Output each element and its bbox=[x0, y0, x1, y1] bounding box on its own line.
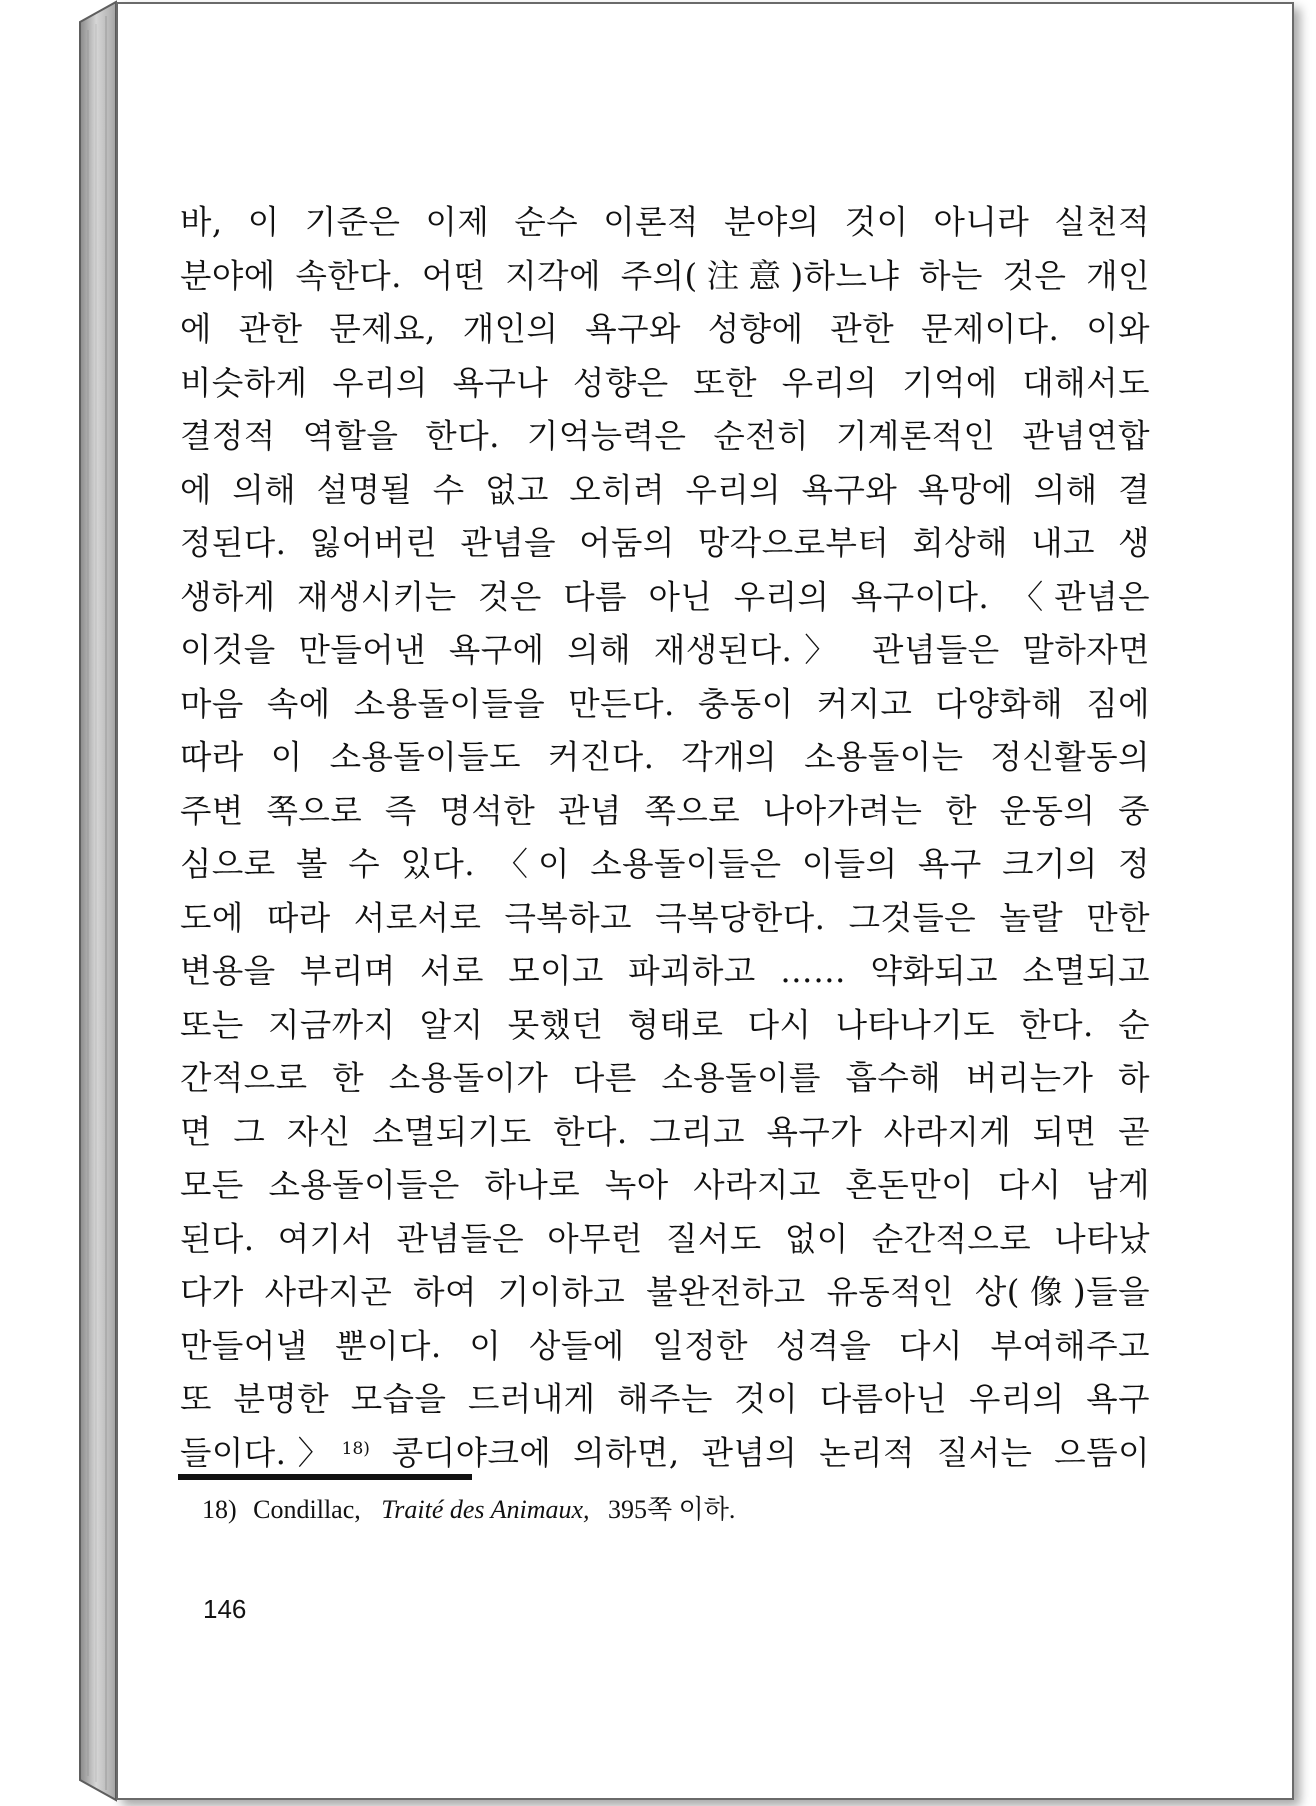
text-line: 바, 이 기준은 이제 순수 이론적 분야의 것이 아니라 실천적 bbox=[180, 203, 1150, 241]
text-line: 주변 쪽으로 즉 명석한 관념 쪽으로 나아가려는 한 운동의 중 bbox=[180, 791, 1150, 830]
footnote-reference[interactable]: 18) bbox=[341, 1438, 370, 1459]
text-line: 또는 지금까지 알지 못했던 형태로 다시 나타나기도 한다. 순 bbox=[180, 1005, 1150, 1044]
text-line bbox=[180, 1427, 1150, 1481]
text-line: 된다. 여기서 관념들은 아무런 질서도 없이 순간적으로 나타났 bbox=[180, 1219, 1150, 1258]
text-line: 다가 사라지곤 하여 기이하고 불완전하고 유동적인 상(像)들을 bbox=[180, 1273, 1150, 1311]
footnote-18 bbox=[202, 1492, 1102, 1528]
text-line: 비슷하게 우리의 욕구나 성향은 또한 우리의 기억에 대해서도 bbox=[180, 363, 1150, 402]
text-line: 이것을 만들어낸 욕구에 의해 재생된다.〉 관념들은 말하자면 bbox=[180, 631, 1150, 669]
text-line: 결정적 역할을 한다. 기억능력은 순전히 기계론적인 관념연합 bbox=[180, 417, 1150, 455]
text-line: 또 분명한 모습을 드러내게 해주는 것이 다름아닌 우리의 욕구 bbox=[180, 1380, 1150, 1418]
body-text bbox=[180, 196, 1150, 1480]
text-line: 모든 소용돌이들은 하나로 녹아 사라지고 혼돈만이 다시 남게 bbox=[180, 1166, 1150, 1204]
text-fragment: 콩디야크에 의하면, 관념의 논리적 질서는 으뜸이 bbox=[369, 1433, 1150, 1472]
text-line: 변용을 부리며 서로 모이고 파괴하고 …… 약화되고 소멸되고 bbox=[180, 952, 1150, 990]
footnote-author: Condillac, bbox=[253, 1495, 361, 1524]
text-line: 심으로 볼 수 있다. 〈이 소용돌이들은 이들의 욕구 크기의 정 bbox=[180, 845, 1150, 883]
text-line: 면 그 자신 소멸되기도 한다. 그리고 욕구가 사라지게 되면 곧 bbox=[180, 1112, 1150, 1151]
text-line: 에 관한 문제요, 개인의 욕구와 성향에 관한 문제이다. 이와 bbox=[180, 310, 1150, 348]
text-line: 간적으로 한 소용돌이가 다른 소용돌이를 흡수해 버리는가 하 bbox=[180, 1059, 1150, 1097]
text-line: 에 의해 설명될 수 없고 오히려 우리의 욕구와 욕망에 의해 결 bbox=[180, 470, 1150, 509]
text-line: 도에 따라 서로서로 극복하고 극복당한다. 그것들은 놀랄 만한 bbox=[180, 898, 1150, 937]
text-line: 따라 이 소용돌이들도 커진다. 각개의 소용돌이는 정신활동의 bbox=[180, 738, 1150, 776]
text-line: 생하게 재생시키는 것은 다름 아닌 우리의 욕구이다. 〈관념은 bbox=[180, 577, 1150, 616]
footnote-page-ref: 395쪽 이하. bbox=[608, 1495, 736, 1524]
text-fragment: 들이다.〉 bbox=[180, 1433, 342, 1472]
text-line: 만들어낼 뿐이다. 이 상들에 일정한 성격을 다시 부여해주고 bbox=[180, 1326, 1150, 1365]
footnote-divider bbox=[178, 1474, 472, 1480]
text-line: 분야에 속한다. 어떤 지각에 주의(注意)하느냐 하는 것은 개인 bbox=[180, 256, 1150, 295]
text-line: 마음 속에 소용돌이들을 만든다. 충동이 커지고 다양화해 짐에 bbox=[180, 684, 1150, 723]
text-line: 정된다. 잃어버린 관념을 어둠의 망각으로부터 회상해 내고 생 bbox=[180, 524, 1150, 562]
footnote-number: 18) bbox=[202, 1495, 237, 1524]
page-number: 146 bbox=[203, 1594, 247, 1624]
footnote-title: Traité des Animaux, bbox=[381, 1495, 590, 1524]
